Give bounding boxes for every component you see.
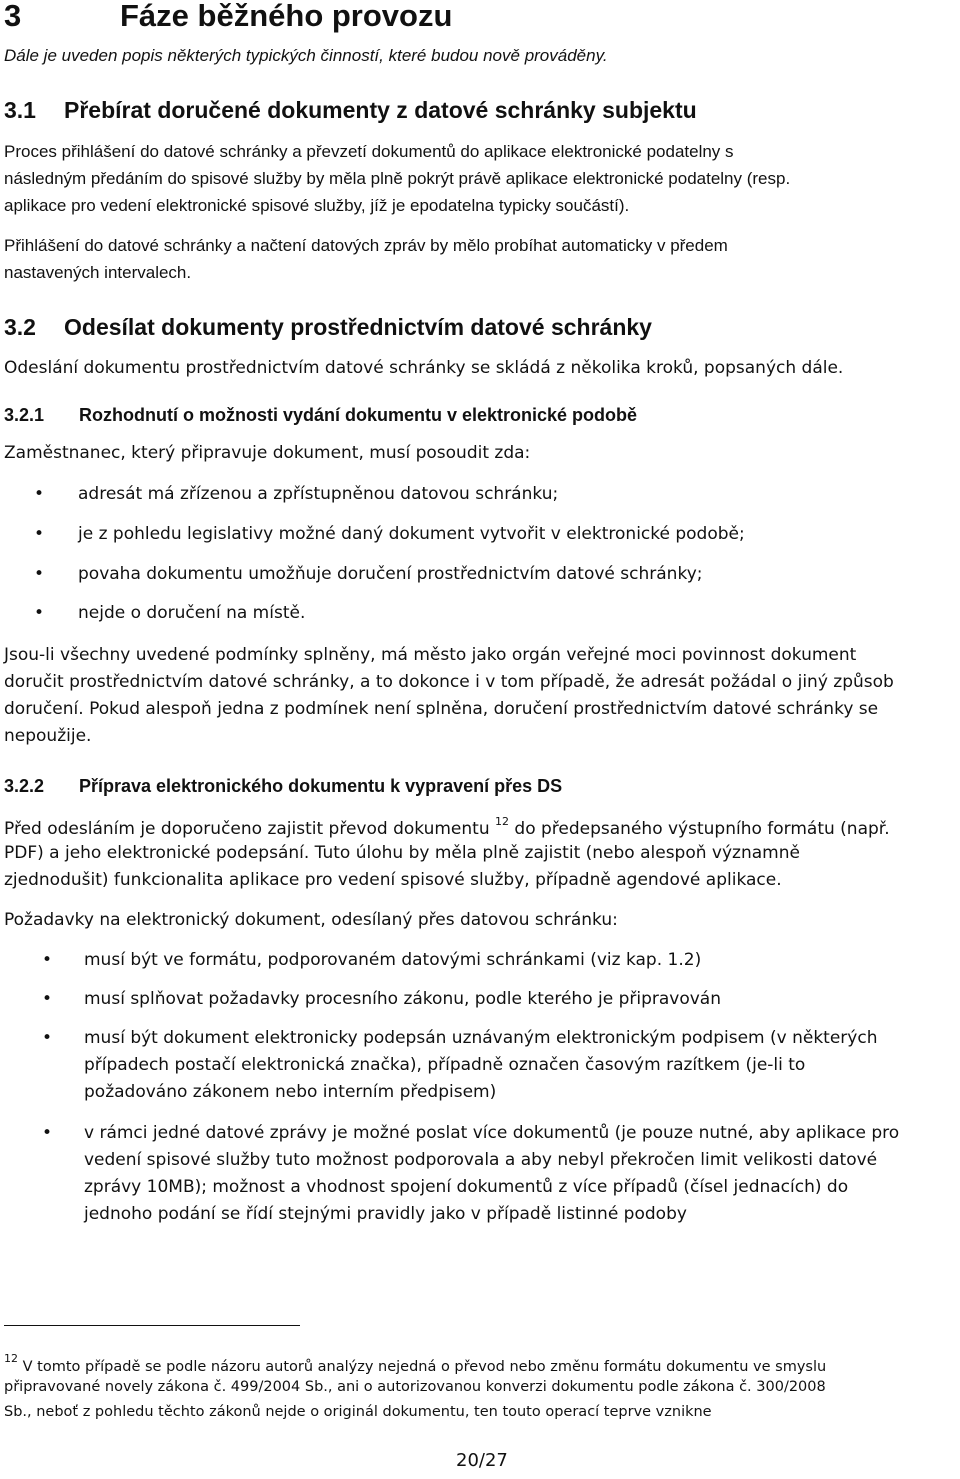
bullet-icon: • xyxy=(34,603,45,623)
list-item-continuation: jednoho podání se řídí stejnými pravidly jako v případě listinné podoby xyxy=(84,1204,687,1224)
list-item: musí splňovat požadavky procesního zákonu, podle kterého je připravován xyxy=(84,989,721,1009)
paragraph-line: následným předáním do spisové služby by měla plně pokrýt právě aplikace elektronické podatelny (resp. xyxy=(4,169,791,188)
list-item: nejde o doručení na místě. xyxy=(78,603,306,623)
paragraph-line: aplikace pro vedení elektronické spisové služby, jíž je epodatelna typicky součástí). xyxy=(4,196,630,215)
section-3-1-number: 3.1 xyxy=(4,97,36,123)
paragraph-line: doručit prostřednictvím datové schránky, a to dokonce i v tom případě, že adresát požádal o jiný způsob xyxy=(4,672,894,692)
list-item: povaha dokumentu umožňuje doručení prostřednictvím datové schránky; xyxy=(78,564,703,584)
paragraph-line: Požadavky na elektronický dokument, odesílaný přes datovou schránku: xyxy=(4,910,618,930)
paragraph-line xyxy=(4,815,890,839)
bullet-icon: • xyxy=(42,989,53,1009)
section-3-2-number: 3.2 xyxy=(4,314,36,340)
section-3-1-title: Přebírat doručené dokumenty z datové schránky subjektu xyxy=(64,97,697,123)
list-item: musí být dokument elektronicky podepsán uznávaným elektronickým podpisem (v některých xyxy=(84,1028,878,1048)
paragraph-line: zjednodušit) funkcionalita aplikace pro vedení spisové služby, případně agendové aplikace. xyxy=(4,870,782,890)
paragraph-line: Jsou-li všechny uvedené podmínky splněny, má město jako orgán veřejné moci povinnost dokument xyxy=(4,645,857,665)
paragraph-line: Přihlášení do datové schránky a načtení datových zpráv by mělo probíhat automaticky v předem xyxy=(4,236,728,255)
list-item-continuation: případech postačí elektronická značka), případně označen časovým razítkem (je-li to xyxy=(84,1055,806,1075)
section-3-2-2-number: 3.2.2 xyxy=(4,776,45,796)
footnote-text: V tomto případě se podle názoru autorů analýzy nejedná o převod nebo změnu formátu dokumentu ve smyslu xyxy=(18,1359,827,1375)
footnote-line: připravované novely zákona č. 499/2004 Sb., ani o autorizovanou konverzi dokumentu podle zákona č. 300/2008 xyxy=(4,1379,826,1395)
section-3-2-1-title: Rozhodnutí o možnosti vydání dokumentu v elektronické podobě xyxy=(79,405,638,425)
list-item: je z pohledu legislativy možné daný dokument vytvořit v elektronické podobě; xyxy=(78,524,745,544)
bullet-icon: • xyxy=(34,564,45,584)
paragraph-line: Proces přihlášení do datové schránky a převzetí dokumentů do aplikace elektronické podatelny s xyxy=(4,142,734,161)
section-3-2-title: Odesílat dokumenty prostřednictvím datové schránky xyxy=(64,314,652,340)
bullet-icon: • xyxy=(34,524,45,544)
list-item-continuation: vedení spisové služby tuto možnost podporovala a aby nebyl překročen limit velikosti datové xyxy=(84,1150,878,1170)
list-item-continuation: požadováno zákonem nebo interním předpisem) xyxy=(84,1082,497,1102)
footnote-reference[interactable]: 12 xyxy=(495,815,509,828)
list-item: adresát má zřízenou a zpřístupněnou datovou schránku; xyxy=(78,484,559,504)
footnote xyxy=(4,1352,826,1375)
paragraph-line: nepoužije. xyxy=(4,726,92,746)
chapter-title: Fáze běžného provozu xyxy=(120,0,453,33)
paragraph-text: Před odesláním je doporučeno zajistit převod dokumentu xyxy=(4,819,495,839)
footnote-line: Sb., neboť z pohledu těchto zákonů nejde o originál dokumentu, ten touto operací teprve vznikne xyxy=(4,1404,712,1420)
section-3-2-2-title: Příprava elektronického dokumentu k vypravení přes DS xyxy=(79,776,563,796)
bullet-icon: • xyxy=(42,1123,53,1143)
list-item: musí být ve formátu, podporovaném datovými schránkami (viz kap. 1.2) xyxy=(84,950,702,970)
chapter-number: 3 xyxy=(4,0,22,33)
bullet-icon: • xyxy=(42,950,53,970)
paragraph-line: nastavených intervalech. xyxy=(4,263,192,282)
section-3-2-1-number: 3.2.1 xyxy=(4,405,45,425)
footnote-separator xyxy=(4,1325,300,1326)
bullet-icon: • xyxy=(42,1028,53,1048)
page-number: 20/27 xyxy=(456,1450,508,1471)
list-item: v rámci jedné datové zprávy je možné poslat více dokumentů (je pouze nutné, aby aplikace pro xyxy=(84,1123,900,1143)
bullet-icon: • xyxy=(34,484,45,504)
paragraph-line: Zaměstnanec, který připravuje dokument, musí posoudit zda: xyxy=(4,443,531,463)
paragraph-text: do předepsaného výstupního formátu (např. xyxy=(509,819,890,839)
paragraph-line: PDF) a jeho elektronické podepsání. Tuto úlohu by měla plně zajistit (nebo alespoň významně xyxy=(4,843,800,863)
paragraph-line: doručení. Pokud alespoň jedna z podmínek není splněna, doručení prostřednictvím datové schránky se xyxy=(4,699,879,719)
footnote-mark: 12 xyxy=(4,1352,18,1365)
paragraph-line: Odeslání dokumentu prostřednictvím datové schránky se skládá z několika kroků, popsaných dále. xyxy=(4,358,844,378)
list-item-continuation: zprávy 10MB); možnost a vhodnost spojení dokumentů z více případů (čísel jednacích) do xyxy=(84,1177,849,1197)
chapter-intro: Dále je uveden popis některých typických činností, které budou nově prováděny. xyxy=(4,46,608,65)
